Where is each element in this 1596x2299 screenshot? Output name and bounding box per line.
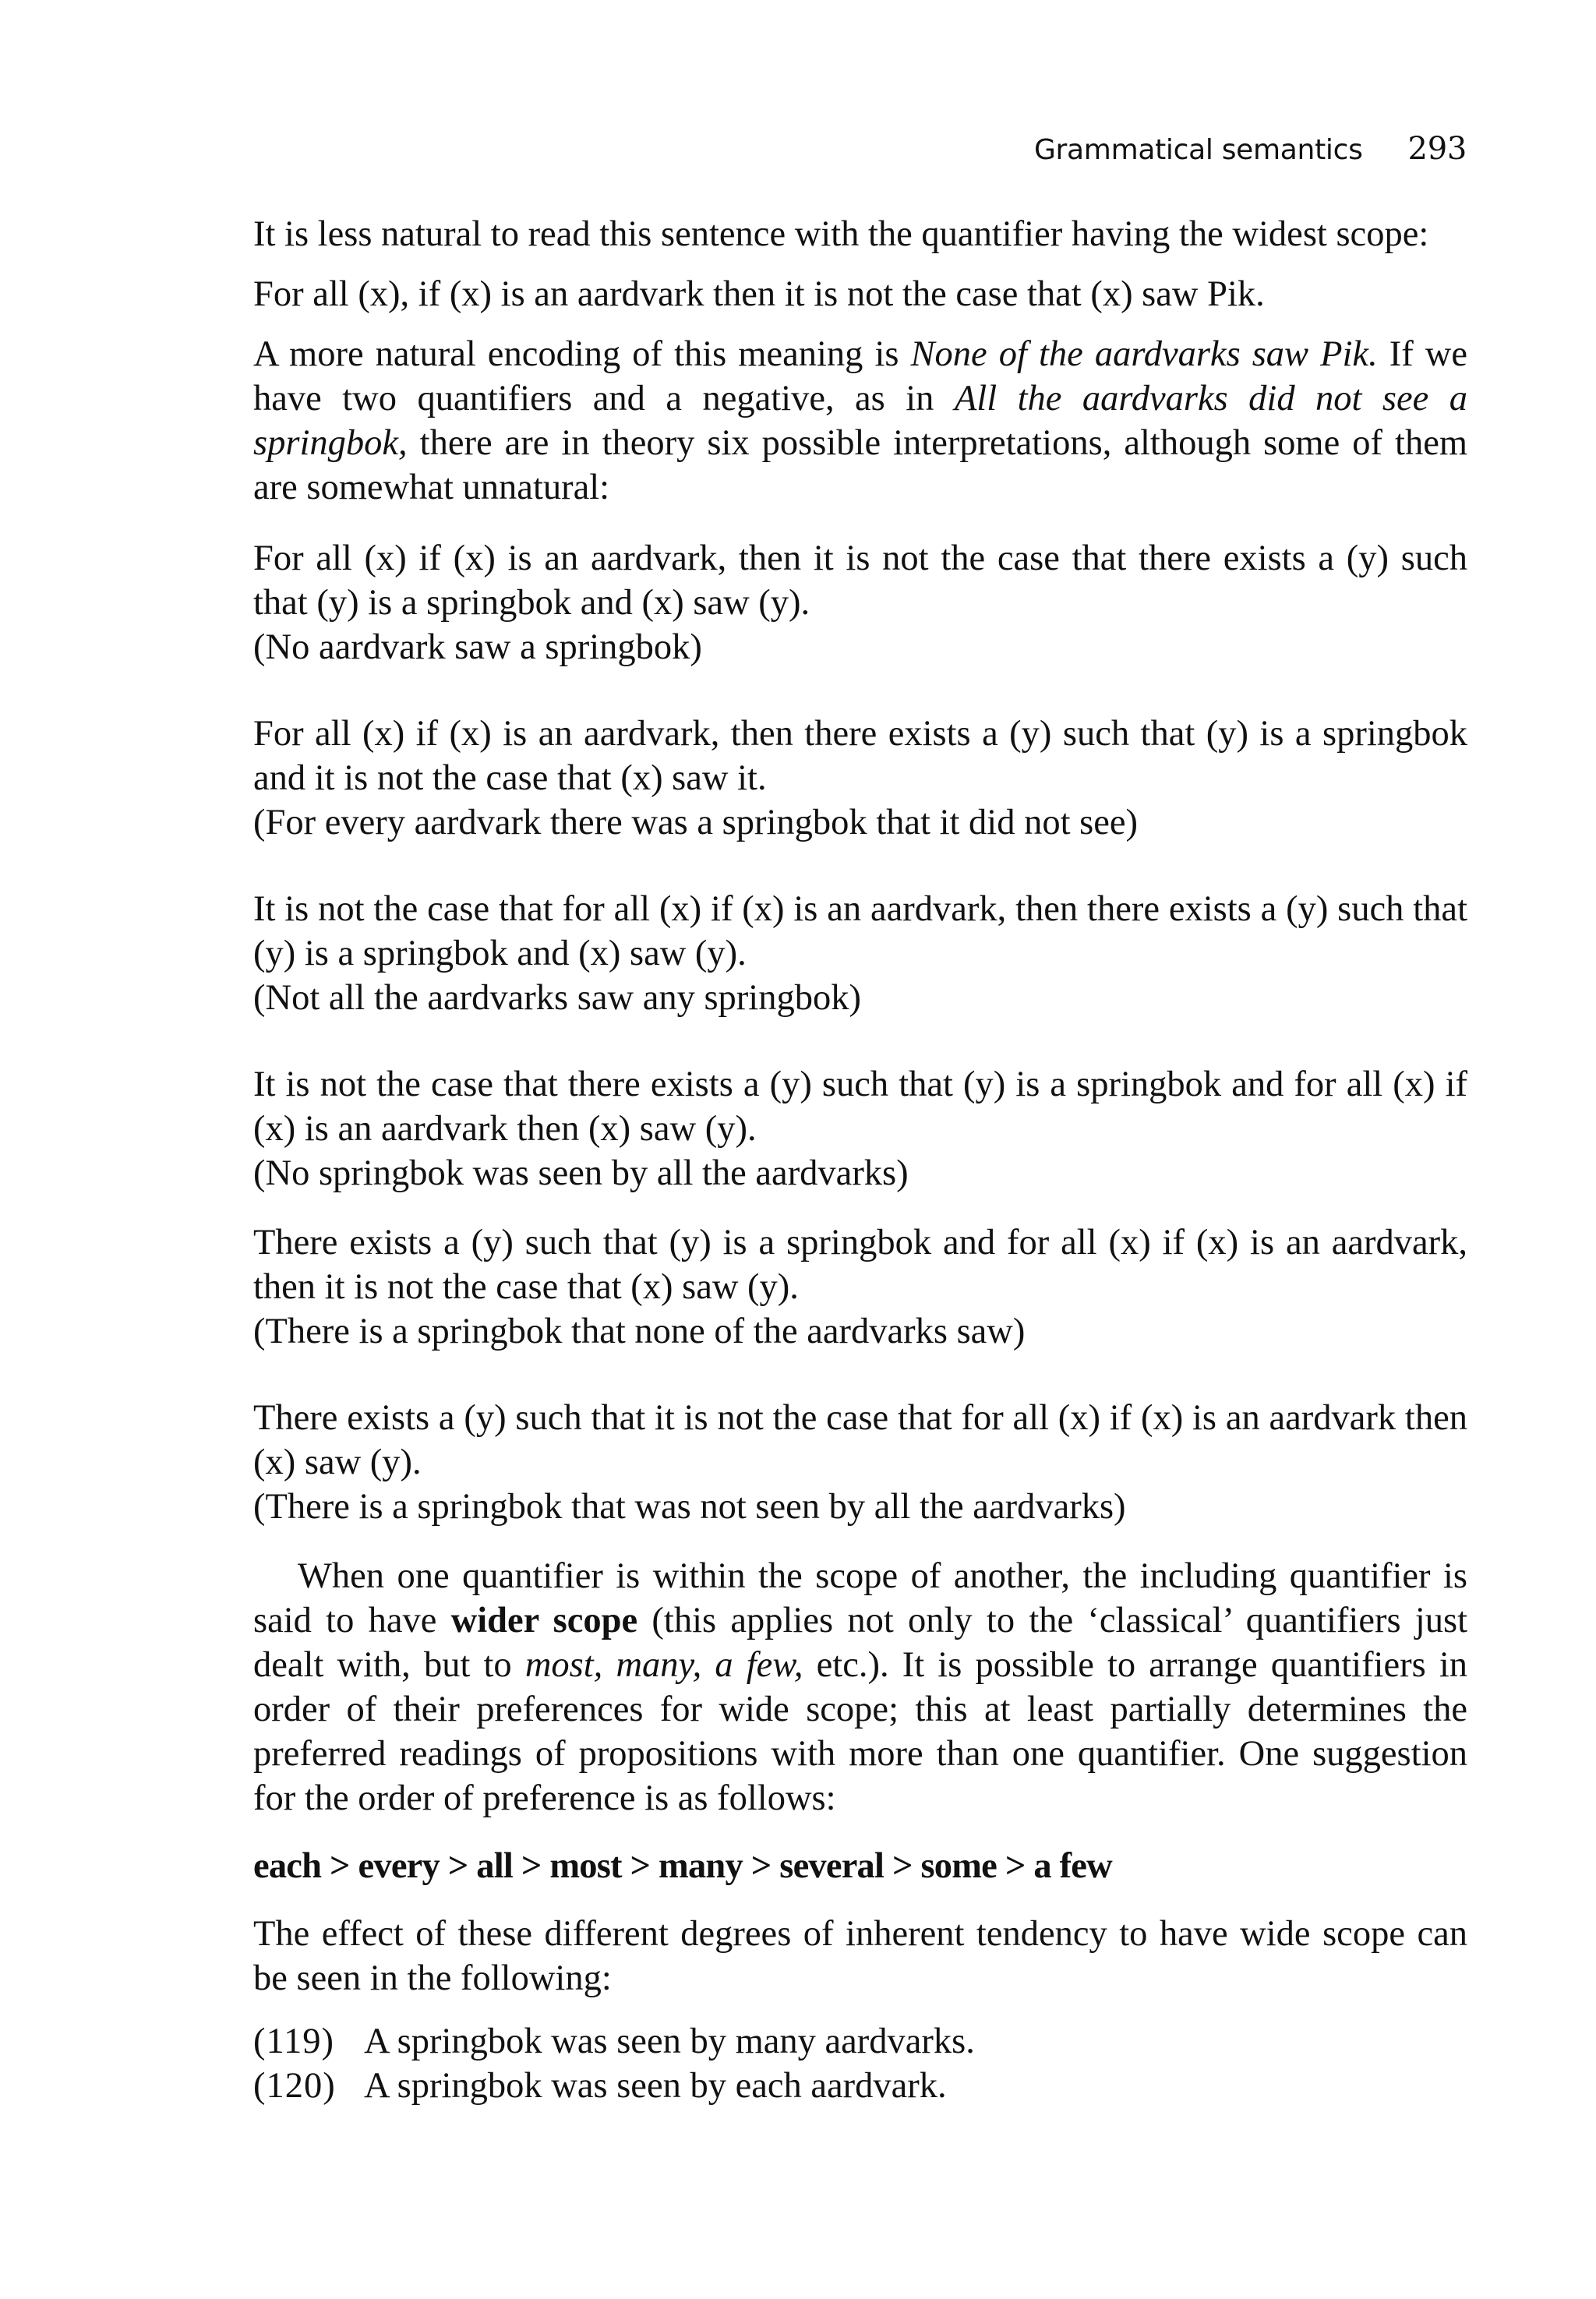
reading-gloss: (No springbok was seen by all the aardvarks) — [253, 1153, 909, 1193]
reading-formula: For all (x) if (x) is an aardvark, then it is not the case that there exists a (y) such that (y) is a springbok and (x) saw (y). — [253, 539, 1467, 623]
scope-discussion — [253, 1554, 1467, 1820]
reading-formula: For all (x) if (x) is an aardvark, then there exists a (y) such that (y) is a springbok and it is not the case that (x) saw it. — [253, 714, 1467, 798]
reading-formula: There exists a (y) such that it is not the case that for all (x) if (x) is an aardvark then (x) saw (y). — [253, 1398, 1467, 1482]
logical-formula: For all (x), if (x) is an aardvark then it is not the case that (x) saw Pik. — [253, 274, 1265, 314]
example-sentence: A springbok was seen by many aardvarks. — [364, 2022, 975, 2061]
reading-gloss: (There is a springbok that was not seen by all the aardvarks) — [253, 1487, 1126, 1527]
reading-formula: There exists a (y) such that (y) is a springbok and for all (x) if (x) is an aardvark, then it is not the case that (x) saw (y). — [253, 1223, 1467, 1307]
discussion-conclusion: etc.). It is possible to arrange quantifiers in order of their preferences for wide scope; this at least partially determines the preferred readings of propositions with more than one quantifier. One suggestion for the order of preference is as follows: — [253, 1645, 1468, 1818]
encoding-paragraph — [253, 332, 1467, 510]
reading-6 — [253, 1396, 1467, 1529]
encoding-middle: If we have two quantifiers and a negative, as in — [253, 334, 1467, 418]
reading-gloss: (For every aardvark there was a springbok that it did not see) — [253, 803, 1139, 842]
running-header — [1034, 131, 1467, 167]
quantifier-examples: most, many, a few, — [524, 1645, 803, 1685]
example-119 — [253, 2019, 1467, 2064]
running-title: Grammatical semantics — [1033, 134, 1363, 166]
example-sentence: A springbok was seen by each aardvark. — [364, 2066, 947, 2106]
example-number: (119) — [253, 2022, 334, 2061]
scope-preference-order: each > every > all > most > many > several > some > a few — [253, 1846, 1112, 1886]
example-none: None of the aardvarks saw Pik. — [910, 334, 1378, 374]
reading-gloss: (Not all the aardvarks saw any springbok) — [253, 978, 861, 1018]
example-120 — [253, 2064, 1467, 2108]
following-paragraph: The effect of these different degrees of inherent tendency to have wide scope can be seen in the following: — [253, 1914, 1467, 1998]
page-number: 293 — [1407, 131, 1467, 167]
reading-gloss: (There is a springbok that none of the aardvarks saw) — [253, 1312, 1026, 1351]
page-body — [253, 212, 1467, 2108]
reading-2 — [253, 712, 1467, 845]
reading-1 — [253, 536, 1467, 669]
encoding-prefix: A more natural encoding of this meaning is — [253, 334, 911, 374]
reading-4 — [253, 1062, 1467, 1195]
intro-paragraph: It is less natural to read this sentence with the quantifier having the widest scope: — [253, 214, 1429, 254]
reading-3 — [253, 887, 1467, 1020]
reading-gloss: (No aardvark saw a springbok) — [253, 627, 702, 667]
wider-scope-term: wider scope — [450, 1601, 638, 1640]
discussion-after-term: (this applies not only to the ‘classical’ quantifiers just dealt with, but to — [253, 1601, 1467, 1685]
example-all: All the aardvarks did not see a springbok, — [253, 379, 1467, 463]
reading-formula: It is not the case that there exists a (y) such that (y) is a springbok and for all (x) if (x) is an aardvark then (x) saw (y). — [253, 1065, 1467, 1149]
discussion-intro: When one quantifier is within the scope of another, the including quantifier is said to have — [253, 1556, 1467, 1640]
reading-formula: It is not the case that for all (x) if (x) is an aardvark, then there exists a (y) such that (y) is a springbok and (x) saw (y). — [253, 889, 1467, 973]
reading-5 — [253, 1220, 1467, 1354]
encoding-suffix: there are in theory six possible interpretations, although some of them are somewhat unnatural: — [253, 423, 1467, 507]
example-number: (120) — [253, 2066, 336, 2106]
